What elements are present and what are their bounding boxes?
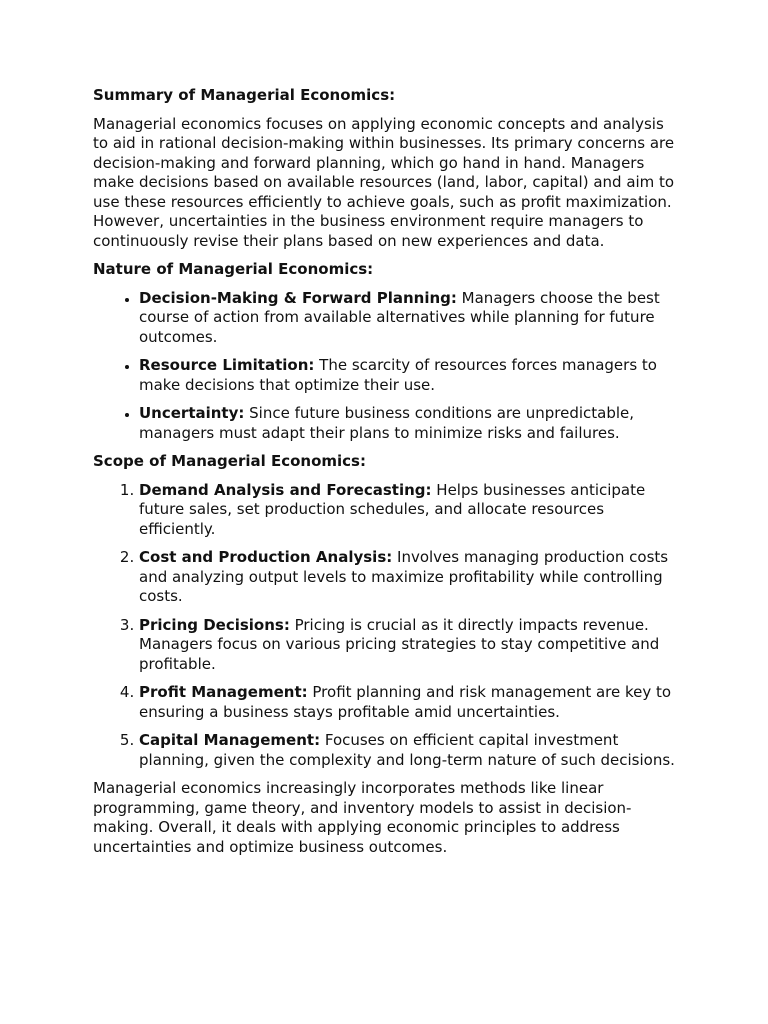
nature-heading: Nature of Managerial Economics: bbox=[93, 260, 374, 278]
scope-item-term: Demand Analysis and Forecasting: bbox=[139, 480, 432, 499]
nature-item-term: Decision-Making & Forward Planning: bbox=[139, 288, 457, 307]
scope-list-item bbox=[139, 481, 683, 540]
document-body bbox=[93, 86, 683, 866]
scope-list-item bbox=[139, 731, 683, 770]
nature-list bbox=[93, 289, 683, 444]
scope-item-term: Capital Management: bbox=[139, 731, 321, 749]
scope-item-term: Pricing Decisions: bbox=[139, 615, 290, 634]
nature-item-term: Uncertainty: bbox=[139, 404, 245, 422]
scope-list-item bbox=[139, 683, 683, 722]
conclusion-paragraph: Managerial economics increasingly incorporates methods like linear programming, game theory, and inventory models to assist in decision-making. Overall, it deals with applying economic principles to address uncertainties and optimize business outcomes. bbox=[93, 779, 632, 856]
nature-list-item bbox=[139, 404, 683, 443]
summary-heading: Summary of Managerial Economics: bbox=[93, 86, 396, 104]
scope-list-item bbox=[139, 548, 683, 607]
nature-list-item bbox=[139, 356, 683, 395]
scope-item-term: Profit Management: bbox=[139, 683, 308, 701]
scope-list bbox=[93, 481, 683, 771]
nature-list-item bbox=[139, 289, 683, 348]
scope-item-term: Cost and Production Analysis: bbox=[139, 548, 393, 566]
nature-item-text: Since future business conditions are unpredictable, managers must adapt their plans to minimize risks and failures. bbox=[139, 404, 635, 442]
nature-item-term: Resource Limitation: bbox=[139, 356, 315, 374]
scope-item-text: Profit planning and risk management are key to ensuring a business stays profitable amid uncertainties. bbox=[139, 683, 672, 721]
scope-item-text: Pricing is crucial as it directly impacts revenue. Managers focus on various pricing strategies to stay competitive and profitable. bbox=[139, 615, 660, 673]
nature-item-text: Managers choose the best course of action from available alternatives while planning for future outcomes. bbox=[139, 288, 660, 346]
scope-item-text: Involves managing production costs and analyzing output levels to maximize profitability while controlling costs. bbox=[139, 548, 669, 605]
scope-list-item bbox=[139, 616, 683, 675]
scope-item-text: Focuses on efficient capital investment planning, given the complexity and long-term nature of such decisions. bbox=[139, 731, 675, 769]
nature-item-text: The scarcity of resources forces managers to make decisions that optimize their use. bbox=[139, 356, 657, 394]
scope-heading: Scope of Managerial Economics: bbox=[93, 452, 366, 470]
scope-item-text: Helps businesses anticipate future sales, set production schedules, and allocate resources efficiently. bbox=[139, 480, 646, 538]
summary-paragraph: Managerial economics focuses on applying economic concepts and analysis to aid in rational decision-making within businesses. Its primary concerns are decision-making and forward planning, which go hand in hand. Managers make decisions based on available resources (land, labor, capital) and aim to use these resources efficiently to achieve goals, such as profit maximization. However, uncertainties in the business environment require managers to continuously revise their plans based on new experiences and data. bbox=[93, 114, 675, 250]
